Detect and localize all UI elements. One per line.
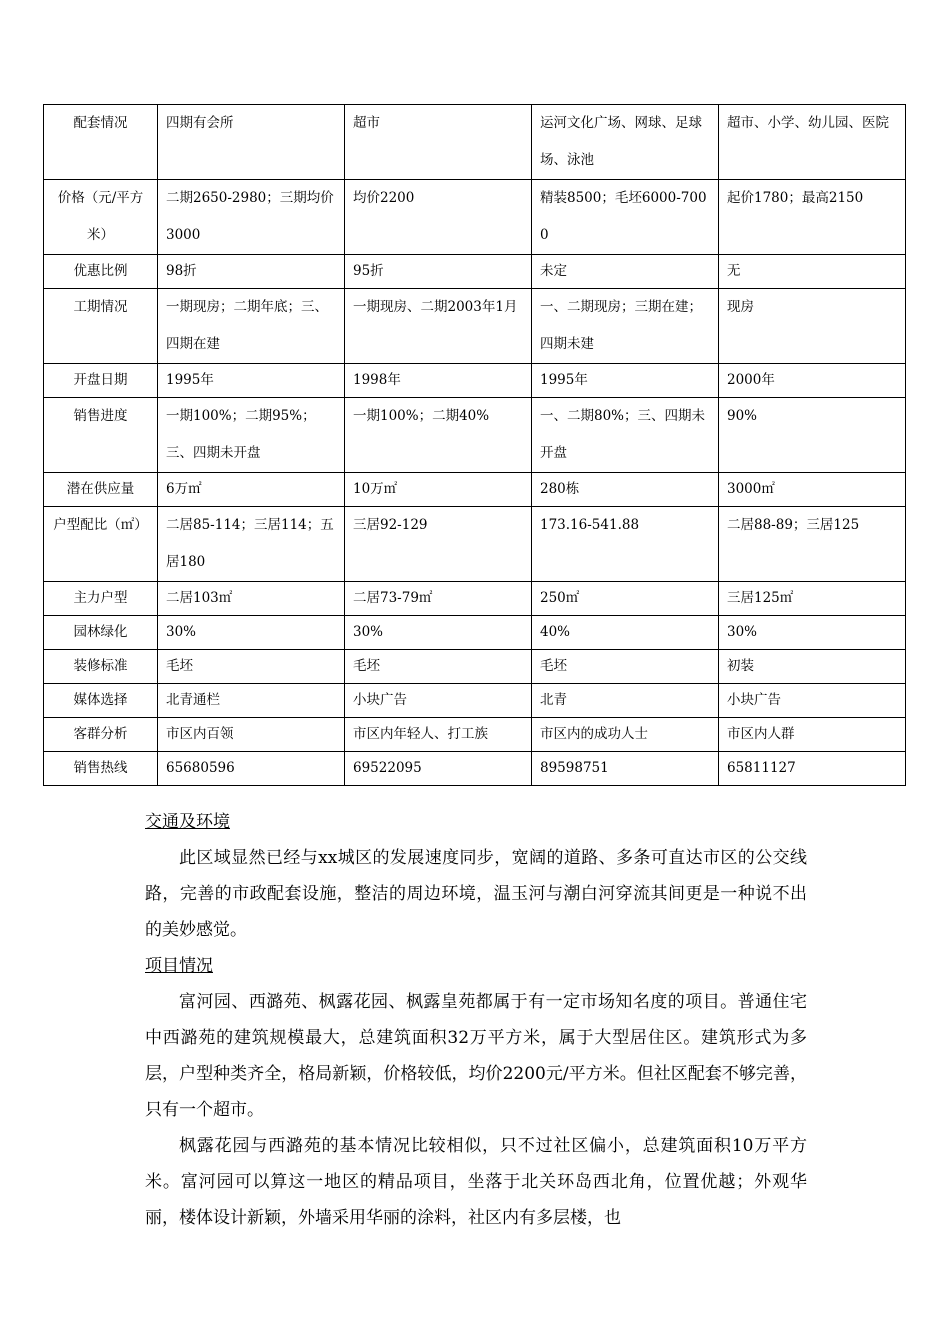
table-cell: 北青通栏 — [158, 684, 345, 718]
table-cell: 毛坯 — [158, 650, 345, 684]
table-cell: 未定 — [532, 255, 719, 289]
table-cell: 250㎡ — [532, 582, 719, 616]
table-cell: 超市、小学、幼儿园、医院 — [719, 105, 906, 180]
table-cell: 市区内百领 — [158, 718, 345, 752]
table-row — [44, 582, 906, 616]
table-row — [44, 105, 906, 180]
table-cell: 四期有会所 — [158, 105, 345, 180]
row-label: 客群分析 — [44, 718, 158, 752]
table-cell: 一期100%；二期95%；三、四期未开盘 — [158, 398, 345, 473]
row-label: 潜在供应量 — [44, 473, 158, 507]
table-cell: 精装8500；毛坯6000-7000 — [532, 180, 719, 255]
row-label: 价格（元/平方米） — [44, 180, 158, 255]
table-cell: 65680596 — [158, 752, 345, 786]
table-row — [44, 398, 906, 473]
table-cell: 30% — [158, 616, 345, 650]
table-cell: 173.16-541.88 — [532, 507, 719, 582]
table-row — [44, 752, 906, 786]
row-label: 户型配比（㎡） — [44, 507, 158, 582]
table-cell: 小块广告 — [345, 684, 532, 718]
comparison-table — [43, 104, 906, 786]
table-row — [44, 289, 906, 364]
row-label: 园林绿化 — [44, 616, 158, 650]
table-cell: 毛坯 — [532, 650, 719, 684]
table-cell: 北青 — [532, 684, 719, 718]
table-cell: 65811127 — [719, 752, 906, 786]
table-row — [44, 473, 906, 507]
table-cell: 95折 — [345, 255, 532, 289]
row-label: 销售进度 — [44, 398, 158, 473]
paragraph-project-2: 枫露花园与西潞苑的基本情况比较相似，只不过社区偏小，总建筑面积10万平方米。富河园可以算这一地区的精品项目，坐落于北关环岛西北角，位置优越；外观华丽，楼体设计新颖，外墙采用华丽的涂料，社区内有多层楼，也 — [145, 1136, 807, 1228]
table-cell: 无 — [719, 255, 906, 289]
section-heading-traffic: 交通及环境 — [145, 812, 230, 832]
table-row — [44, 718, 906, 752]
table-cell: 一期100%；二期40% — [345, 398, 532, 473]
table-row — [44, 650, 906, 684]
table-row — [44, 507, 906, 582]
table-cell: 280栋 — [532, 473, 719, 507]
table-cell: 一期现房；二期年底；三、四期在建 — [158, 289, 345, 364]
table-cell: 运河文化广场、网球、足球场、泳池 — [532, 105, 719, 180]
table-cell: 毛坯 — [345, 650, 532, 684]
table-cell: 市区内人群 — [719, 718, 906, 752]
table-cell: 二期2650-2980；三期均价3000 — [158, 180, 345, 255]
table-cell: 三居92-129 — [345, 507, 532, 582]
table-cell: 三居125㎡ — [719, 582, 906, 616]
table-cell: 二居73-79㎡ — [345, 582, 532, 616]
table-cell: 30% — [719, 616, 906, 650]
table-cell: 二居85-114；三居114；五居180 — [158, 507, 345, 582]
table-cell: 现房 — [719, 289, 906, 364]
table-cell: 1998年 — [345, 364, 532, 398]
table-cell: 起价1780；最高2150 — [719, 180, 906, 255]
table-cell: 二居88-89；三居125 — [719, 507, 906, 582]
row-label: 销售热线 — [44, 752, 158, 786]
table-cell: 10万㎡ — [345, 473, 532, 507]
table-cell: 一、二期现房；三期在建；四期未建 — [532, 289, 719, 364]
table-cell: 90% — [719, 398, 906, 473]
paragraph-traffic: 此区域显然已经与xx城区的发展速度同步，宽阔的道路、多条可直达市区的公交线路，完善的市政配套设施，整洁的周边环境，温玉河与潮白河穿流其间更是一种说不出的美妙感觉。 — [145, 848, 807, 940]
row-label: 开盘日期 — [44, 364, 158, 398]
table-row — [44, 364, 906, 398]
paragraph-project-1: 富河园、西潞苑、枫露花园、枫露皇苑都属于有一定市场知名度的项目。普通住宅中西潞苑的建筑规模最大，总建筑面积32万平方米，属于大型居住区。建筑形式为多层，户型种类齐全，格局新颖，价格较低，均价2200元/平方米。但社区配套不够完善，只有一个超市。 — [145, 992, 807, 1120]
table-cell: 40% — [532, 616, 719, 650]
table-cell: 1995年 — [532, 364, 719, 398]
row-label: 主力户型 — [44, 582, 158, 616]
table-row — [44, 255, 906, 289]
table-cell: 89598751 — [532, 752, 719, 786]
table-cell: 小块广告 — [719, 684, 906, 718]
table-cell: 一、二期80%；三、四期未开盘 — [532, 398, 719, 473]
row-label: 优惠比例 — [44, 255, 158, 289]
row-label: 工期情况 — [44, 289, 158, 364]
table-row — [44, 684, 906, 718]
table-row — [44, 180, 906, 255]
section-heading-project: 项目情况 — [145, 956, 213, 976]
row-label: 媒体选择 — [44, 684, 158, 718]
table-cell: 初装 — [719, 650, 906, 684]
row-label: 装修标准 — [44, 650, 158, 684]
table-cell: 98折 — [158, 255, 345, 289]
table-cell: 6万㎡ — [158, 473, 345, 507]
table-cell: 市区内的成功人士 — [532, 718, 719, 752]
table-cell: 69522095 — [345, 752, 532, 786]
table-cell: 均价2200 — [345, 180, 532, 255]
table-cell: 2000年 — [719, 364, 906, 398]
table-cell: 30% — [345, 616, 532, 650]
table-cell: 二居103㎡ — [158, 582, 345, 616]
table-cell: 市区内年轻人、打工族 — [345, 718, 532, 752]
row-label: 配套情况 — [44, 105, 158, 180]
table-cell: 1995年 — [158, 364, 345, 398]
table-cell: 一期现房、二期2003年1月 — [345, 289, 532, 364]
table-cell: 3000㎡ — [719, 473, 906, 507]
document-body — [145, 804, 807, 1236]
table-cell: 超市 — [345, 105, 532, 180]
table-row — [44, 616, 906, 650]
